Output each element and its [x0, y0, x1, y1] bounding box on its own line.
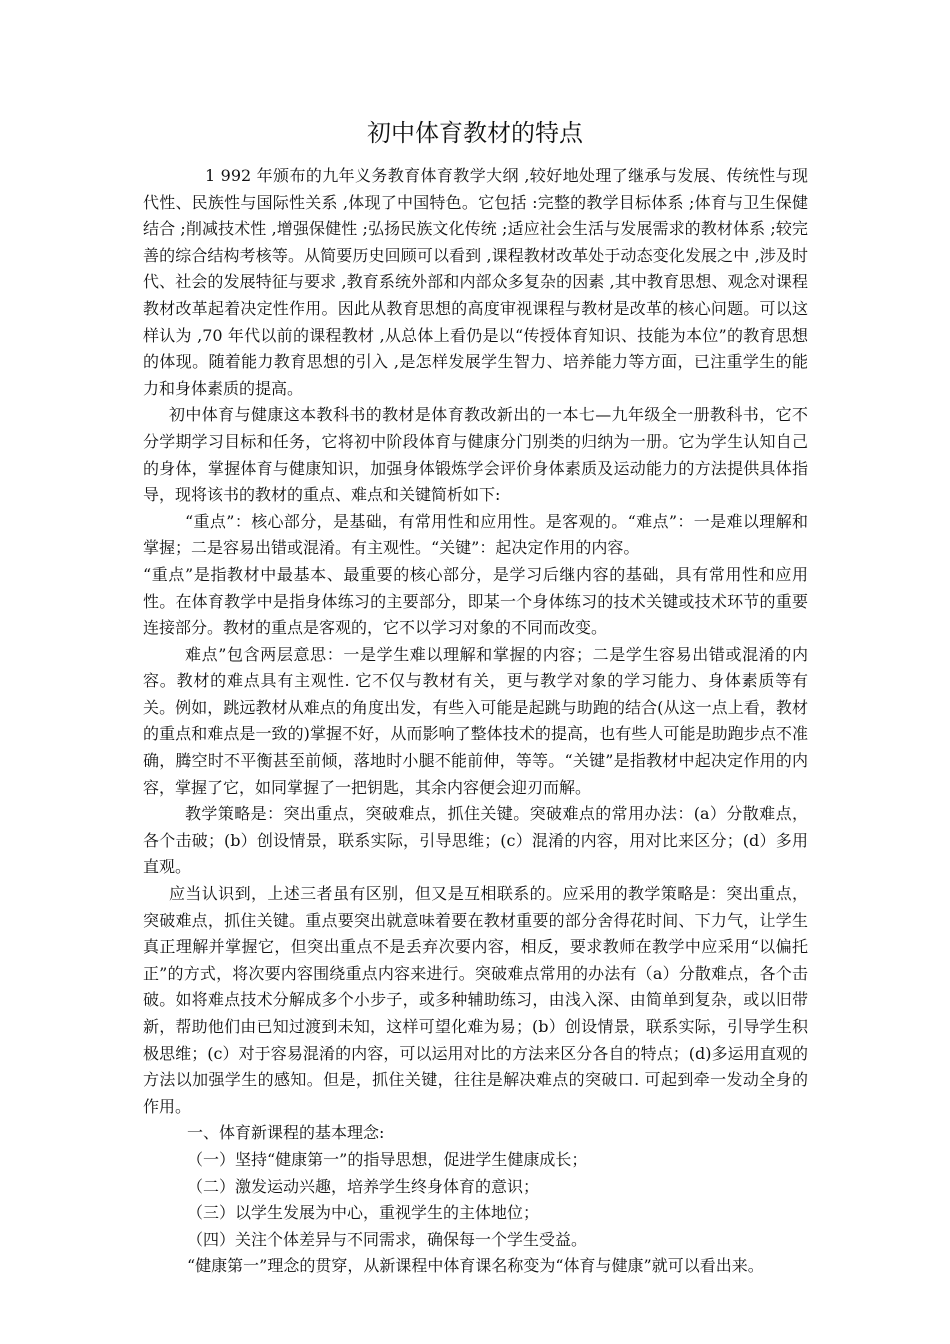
paragraph: （二）激发运动兴趣，培养学生终身体育的意识；	[187, 1176, 540, 1196]
paragraph: 教学策略是：突出重点，突破难点，抓住关键。突破难点的常用办法：(a）分散难点，各个击破；(b）创设情景，联系实际，引导思维；(c）混淆的内容，用对比来区分；(d）多用直观。	[143, 804, 808, 877]
paragraph: “健康第一”理念的贯穿，从新课程中体育课名称变为“体育与健康”就可以看出来。	[187, 1256, 764, 1276]
document-body	[143, 163, 808, 1280]
paragraph: “重点”：核心部分，是基础，有常用性和应用性。是客观的。“难点”：一是难以理解和掌握；二是容易出错或混淆。有主观性。“关键”：起决定作用的内容。	[143, 511, 808, 558]
paragraph: （四）关注个体差异与不同需求，确保每一个学生受益。	[187, 1229, 588, 1249]
paragraph: 初中体育与健康这本教科书的教材是体育教改新出的一本七—九年级全一册教科书，它不分学期学习目标和任务，它将初中阶段体育与健康分门别类的归纳为一册。它为学生认知自己的身体，掌握体育与健康知识，加强身体锻炼学会评价身体素质及运动能力的方法提供具体指导，现将该书的教材的重点、难点和关键简析如下:	[143, 405, 808, 505]
paragraph: “重点”是指教材中最基本、最重要的核心部分，是学习后继内容的基础，具有常用性和应用性。在体育教学中是指身体练习的主要部分，即某一个身体练习的技术关键或技术环节的重要连接部分。教材的重点是客观的，它不以学习对象的不同而改变。	[143, 564, 808, 638]
paragraph: 1 992 年颁布的九年义务教育体育教学大纲 ,较好地处理了继承与发展、传统性与现代性、民族性与国际性关系 ,体现了中国特色。它包括 :完整的教学目标体系 ;体育与卫生保健结合 ;削减技术性 ,增强保健性 ;弘扬民族文化传统 ;适应社会生活与发展需求的教材体系 ;较完善的综合结构考核等。从简要历史回顾可以看到 ,课程教材改革处于动态变化发展之中 ,涉及时代、社会的发展特征与要求 ,教育系统外部和内部众多复杂的因素 ,其中教育思想、观念对课程教材改革起着决定性作用。因此从教育思想的高度审视课程与教材是改革的核心问题。可以这样认为 ,70 年代以前的课程教材 ,从总体上看仍是以“传授体育知识、技能为本位”的教育思想的体现。随着能力教育思想的引入 ,是怎样发展学生智力、培养能力等方面，已注重学生的能力和身体素质的提高。	[143, 166, 808, 398]
paragraph: 应当认识到，上述三者虽有区别，但又是互相联系的。应采用的教学策略是：突出重点，突破难点，抓住关键。重点要突出就意味着要在教材重要的部分舍得花时间、下力气，让学生真正理解并掌握它，但突出重点不是丢弃次要内容，相反，要求教师在教学中应采用“以偏托正”的方式，将次要内容围绕重点内容来进行。突破难点常用的办法有（a）分散难点，各个击破。如将难点技术分解成多个小步子，或多种辅助练习，由浅入深、由简单到复杂，或以旧带新，帮助他们由已知过渡到未知，这样可望化难为易；(b）创设情景，联系实际，引导学生积极思维；(c）对于容易混淆的内容，可以运用对比的方法来区分各自的特点；(d)多运用直观的方法以加强学生的感知。但是，抓住关键，往往是解决难点的突破口. 可起到牵一发动全身的作用。	[143, 884, 808, 1116]
paragraph: 一、体育新课程的基本理念:	[187, 1123, 385, 1143]
document-title: 初中体育教材的特点	[367, 119, 583, 147]
paragraph: （一）坚持“健康第一”的指导思想，促进学生健康成长；	[187, 1149, 588, 1169]
paragraph: 难点”包含两层意思：一是学生难以理解和掌握的内容；二是学生容易出错或混淆的内容。教材的难点具有主观性. 它不仅与教材有关，更与教学对象的学习能力、身体素质等有关。例如，跳远教材从难点的角度出发，有些入可能是起跳与助跑的结合(从这一点上看，教材的重点和难点是一致的)掌握不好，从而影响了整体技术的提高，也有些人可能是助跑步点不准确，腾空时不平衡甚至前倾，落地时小腿不能前伸，等等。“关键”是指教材中起决定作用的内容，掌握了它，如同掌握了一把钥匙，其余内容便会迎刃而解。	[143, 644, 808, 797]
paragraph: （三）以学生发展为中心，重视学生的主体地位；	[187, 1203, 540, 1223]
